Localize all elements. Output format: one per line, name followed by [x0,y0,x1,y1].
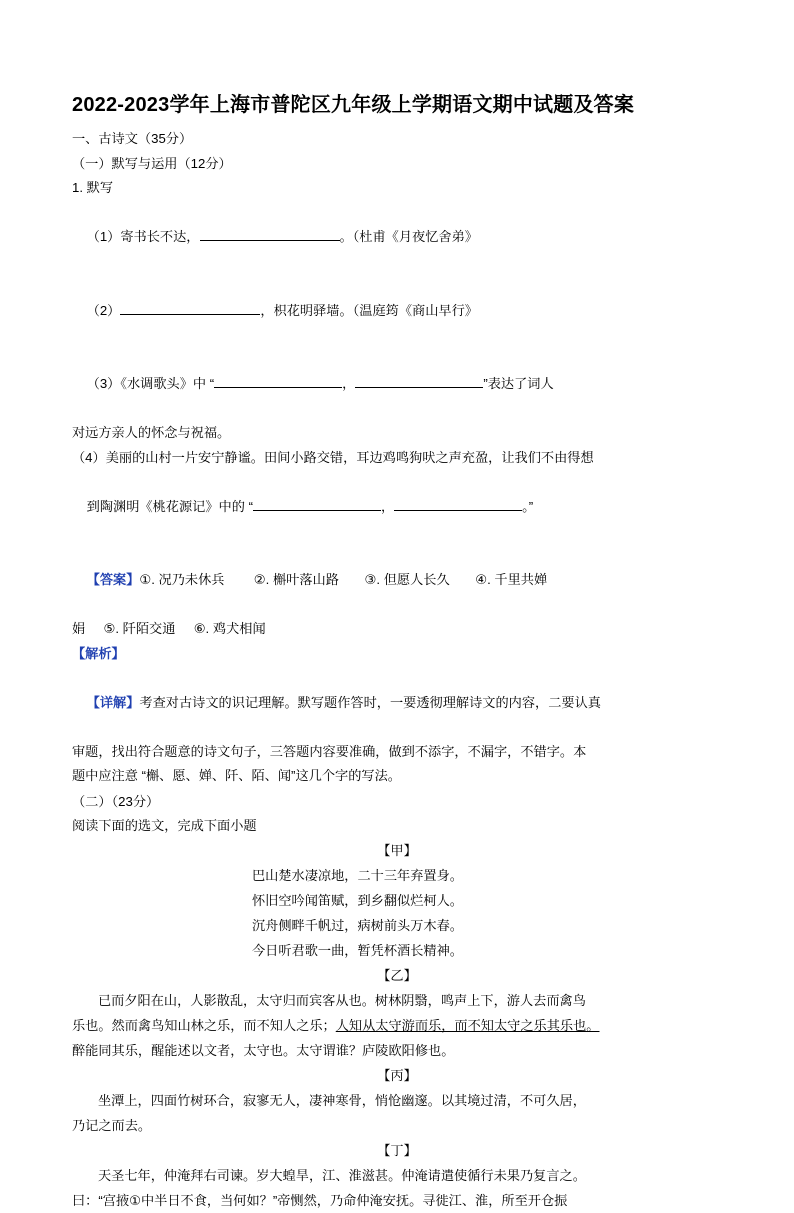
blank-underline [355,387,483,388]
passage-label-bing: 【丙】 [377,1068,417,1083]
detail-text-line-3: 题中应注意 “槲、愿、婵、阡、陌、闻”这几个字的写法。 [72,768,401,783]
q1-item1-text-a: （1）寄书长不达， [86,229,200,244]
part2-instruction: 阅读下面的选文，完成下面小题 [72,817,257,833]
q1-item1-text-b: 。（杜甫《月夜忆舍弟》 [339,229,478,244]
question-1-item-2 [72,274,722,348]
subsection-heading-mosie: （一）默写与运用（12分） [72,156,232,171]
answer-block [72,544,722,618]
detail-label: 【详解】 [86,694,140,710]
answer-text-line-1: ①. 况乃未休兵 ②. 槲叶落山路 ③. 但愿人长久 ④. 千里共婵 [139,572,548,587]
q1-item4-text-b: 到陶渊明《桃花源记》中的 “ [86,498,253,514]
question-1-item-1 [72,201,722,275]
poem-line-4: 今日听君歌一曲，暂凭杯酒长精神。 [252,943,463,958]
q1-item3-text-b: ”表达了词人 [483,376,554,391]
blank-underline [214,387,342,388]
q1-item4-sep: ， [380,498,395,514]
passage-yi-line-2 [72,1013,722,1038]
question-1-item-3-cont: 对远方亲人的怀念与祝福。 [72,425,231,440]
question-1-label: 1. 默写 [72,180,114,195]
page-title: 2022-2023学年上海市普陀区九年级上学期语文期中试题及答案 [72,94,635,116]
passage-ding-line-2: 曰：“宫掖①中半日不食，当何如？”帝恻然，乃命仲淹安抚。寻徙江、淮，所至开仓振 [72,1193,568,1208]
blank-underline [120,314,260,315]
blank-underline [200,240,340,241]
answer-text-line-2: 娟 ⑤. 阡陌交通 ⑥. 鸡犬相闻 [72,621,266,636]
passage-yi-line-1: 已而夕阳在山，人影散乱，太守归而宾客从也。树林阴翳，鸣声上下，游人去而禽鸟 [98,993,586,1008]
passage-label-jia: 【甲】 [377,843,417,858]
poem-line-3: 沉舟侧畔千帆过，病树前头万木春。 [252,918,463,933]
passage-label-yi: 【乙】 [377,968,417,983]
passage-yi-line-2-underlined: 人知从太守游而乐，而不知太守之乐其乐也。 [335,1018,600,1033]
poem-line-2: 怀旧空吟闻笛赋，到乡翻似烂柯人。 [252,893,463,908]
q1-item2-text-a: （2） [86,302,121,318]
q1-item4-text-c: 。” [522,498,534,514]
question-1-item-4: （4）美丽的山村一片安宁静谧。田间小路交错，耳边鸡鸣狗吠之声充盈，让我们不由得想 [72,449,594,465]
q1-item2-text-b: ，枳花明驿墙。（温庭筠《商山早行》 [260,302,478,318]
blank-underline [394,510,522,511]
passage-bing-line-2: 乃记之而去。 [72,1118,152,1133]
q1-item3-sep: ， [342,376,356,391]
analysis-label: 【解析】 [72,645,125,661]
blank-underline [253,510,381,511]
detail-text-line-2: 审题，找出符合题意的诗文句子，三答题内容要准确，做到不添字，不漏字，不错字。本 [72,743,587,759]
detail-text-line-1: 考查对古诗文的识记理解。默写题作答时，一要透彻理解诗文的内容，二要认真 [139,694,601,710]
poem-line-1: 巴山楚水凄凉地，二十三年弃置身。 [252,868,463,883]
question-1-item-3 [72,348,722,422]
passage-yi-line-2-plain: 乐也。然而禽鸟知山林之乐，而不知人之乐； [72,1018,336,1033]
passage-ding-line-1: 天圣七年，仲淹拜右司谏。岁大蝗旱，江、淮滋甚。仲淹请遣使循行未果乃复言之。 [98,1168,586,1183]
q1-item3-text-a: （3）《水调歌头》中 “ [86,376,215,391]
question-1-item-4-cont [72,470,722,544]
subsection-heading-part2: （二）（23分） [72,793,160,809]
passage-yi-line-3: 醉能同其乐，醒能述以文者，太守也。太守谓谁？庐陵欧阳修也。 [72,1043,455,1058]
answer-label: 【答案】 [86,572,140,587]
detail-block [72,666,722,740]
section-heading-guwen: 一、古诗文（35分） [72,131,193,146]
passage-label-ding: 【丁】 [377,1143,417,1158]
passage-bing-line-1: 坐潭上，四面竹树环合，寂寥无人，凄神寒骨，悄怆幽邃。以其境过清，不可久居， [98,1093,586,1108]
